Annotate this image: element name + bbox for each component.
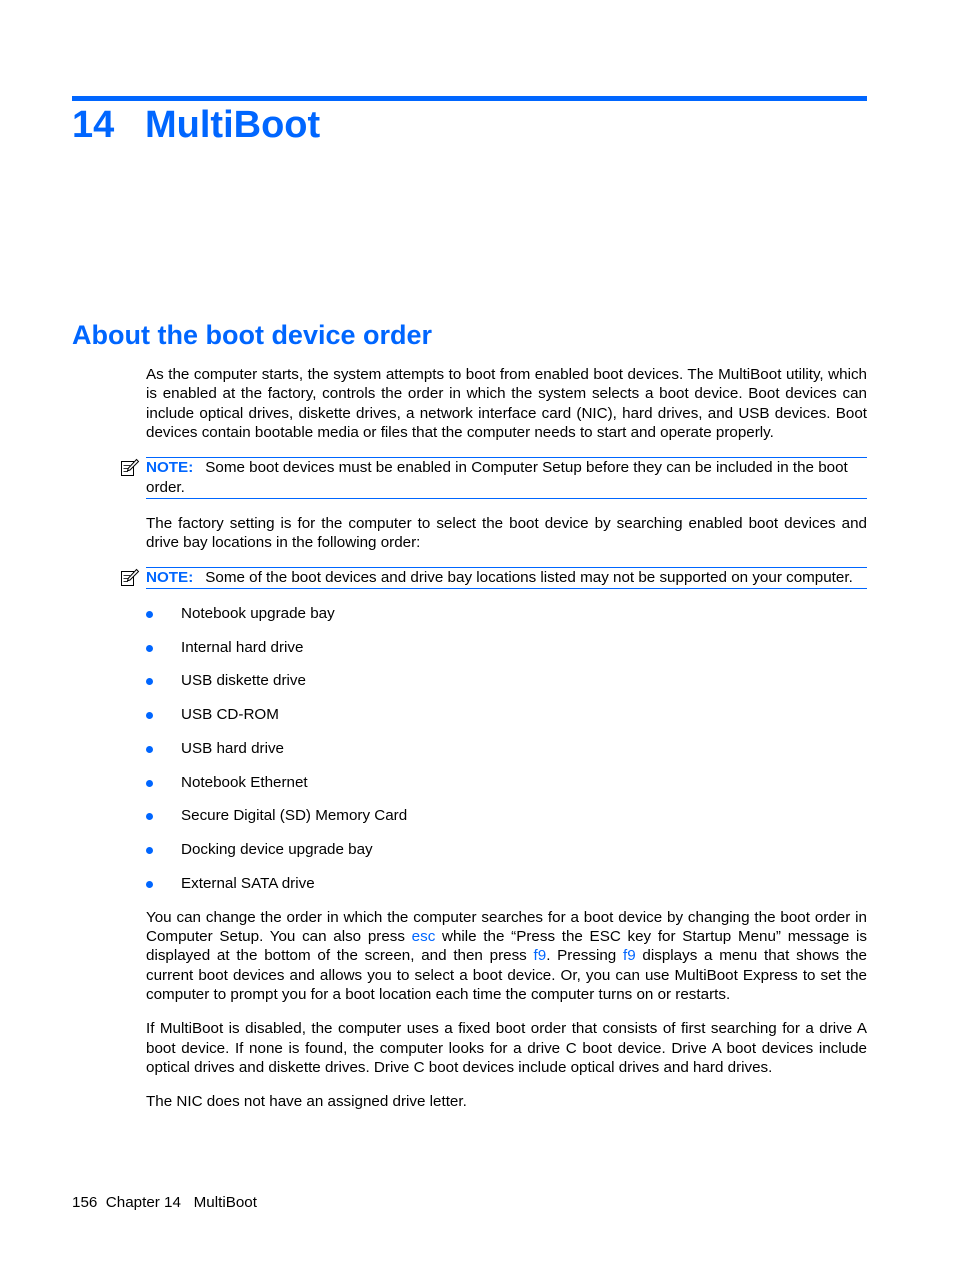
key-esc: esc <box>411 928 436 946</box>
bullet-dot-icon <box>146 678 153 685</box>
chapter-number: 14 <box>72 104 115 146</box>
chapter-name: MultiBoot <box>145 104 321 146</box>
list-item-text: USB CD-ROM <box>181 706 279 724</box>
list-item-text: Internal hard drive <box>181 638 304 656</box>
text-run: . Pressing <box>546 947 623 965</box>
note-pencil-icon <box>120 458 140 478</box>
list-item <box>146 840 867 859</box>
bullet-dot-icon <box>146 746 153 753</box>
text-run: You can change the order in which the computer searches for a boot device by changing the boot order in Computer Setup. You can also press <box>146 908 867 946</box>
chapter-title <box>72 102 320 148</box>
text-run: displays a menu that shows the current boot devices and allows you to select a boot device. Or, you can use MultiBoot Express to set the computer to prompt you for a boot location each time the computer turns on or restarts. <box>146 947 867 1004</box>
list-item-text: USB hard drive <box>181 739 284 757</box>
intro-paragraph: As the computer starts, the system attempts to boot from enabled boot devices. The MultiBoot utility, which is enabled at the factory, controls the order in which the system selects a boot device. Boot devices can include optical drives, diskette drives, a network interface card (NIC), hard drives, and USB devices. Boot devices contain bootable media or files that the computer needs to start and operate properly. <box>146 366 867 442</box>
list-item <box>146 739 867 758</box>
boot-order-list <box>146 604 867 893</box>
note-label: NOTE: <box>146 459 194 477</box>
bullet-dot-icon <box>146 712 153 719</box>
note-label: NOTE: <box>146 569 194 587</box>
list-item <box>146 874 867 893</box>
page-number: 156 <box>72 1194 98 1211</box>
list-item <box>146 638 867 657</box>
bullet-dot-icon <box>146 847 153 854</box>
list-item-text: External SATA drive <box>181 874 315 892</box>
key-f9: f9 <box>623 947 636 965</box>
footer-chapter-name: MultiBoot <box>193 1194 257 1211</box>
disabled-paragraph: If MultiBoot is disabled, the computer uses a fixed boot order that consists of first searching for a drive A boot device. If none is found, the computer looks for a drive C boot device. Drive A boot devices include optical drives and diskette drives. Drive C boot devices include optical drives and hard drives. <box>146 1020 867 1077</box>
list-item <box>146 705 867 724</box>
page-footer <box>72 1193 257 1212</box>
list-item <box>146 806 867 825</box>
list-item-text: Notebook Ethernet <box>181 773 308 791</box>
list-item <box>146 773 867 792</box>
note-pencil-icon <box>120 568 140 588</box>
chapter-heading-rule <box>72 96 867 101</box>
list-item-text: Docking device upgrade bay <box>181 840 373 858</box>
bullet-dot-icon <box>146 881 153 888</box>
list-item <box>146 604 867 623</box>
note-text: Some boot devices must be enabled in Computer Setup before they can be included in the boot order. <box>146 459 848 496</box>
footer-chapter-label: Chapter 14 <box>105 1194 181 1211</box>
bullet-dot-icon <box>146 611 153 618</box>
list-item-text: Secure Digital (SD) Memory Card <box>181 807 408 825</box>
list-item-text: USB diskette drive <box>181 672 306 690</box>
list-item <box>146 671 867 690</box>
list-item-text: Notebook upgrade bay <box>181 605 335 623</box>
key-f9: f9 <box>533 947 547 965</box>
bullet-dot-icon <box>146 813 153 820</box>
note-box <box>146 567 867 589</box>
factory-paragraph: The factory setting is for the computer to select the boot device by searching enabled boot devices and drive bay locations in the following order: <box>146 514 867 552</box>
nic-paragraph: The NIC does not have an assigned drive letter. <box>146 1093 467 1111</box>
bullet-dot-icon <box>146 780 153 787</box>
change-order-paragraph <box>146 908 867 1005</box>
text-run: while the “Press the ESC key for Startup Menu” message is displayed at the bottom of the screen, and then press <box>146 928 867 965</box>
section-title: About the boot device order <box>72 320 433 350</box>
bullet-dot-icon <box>146 645 153 652</box>
section-body <box>146 365 867 1126</box>
note-box <box>146 457 867 499</box>
note-text: Some of the boot devices and drive bay locations listed may not be supported on your computer. <box>205 569 853 587</box>
